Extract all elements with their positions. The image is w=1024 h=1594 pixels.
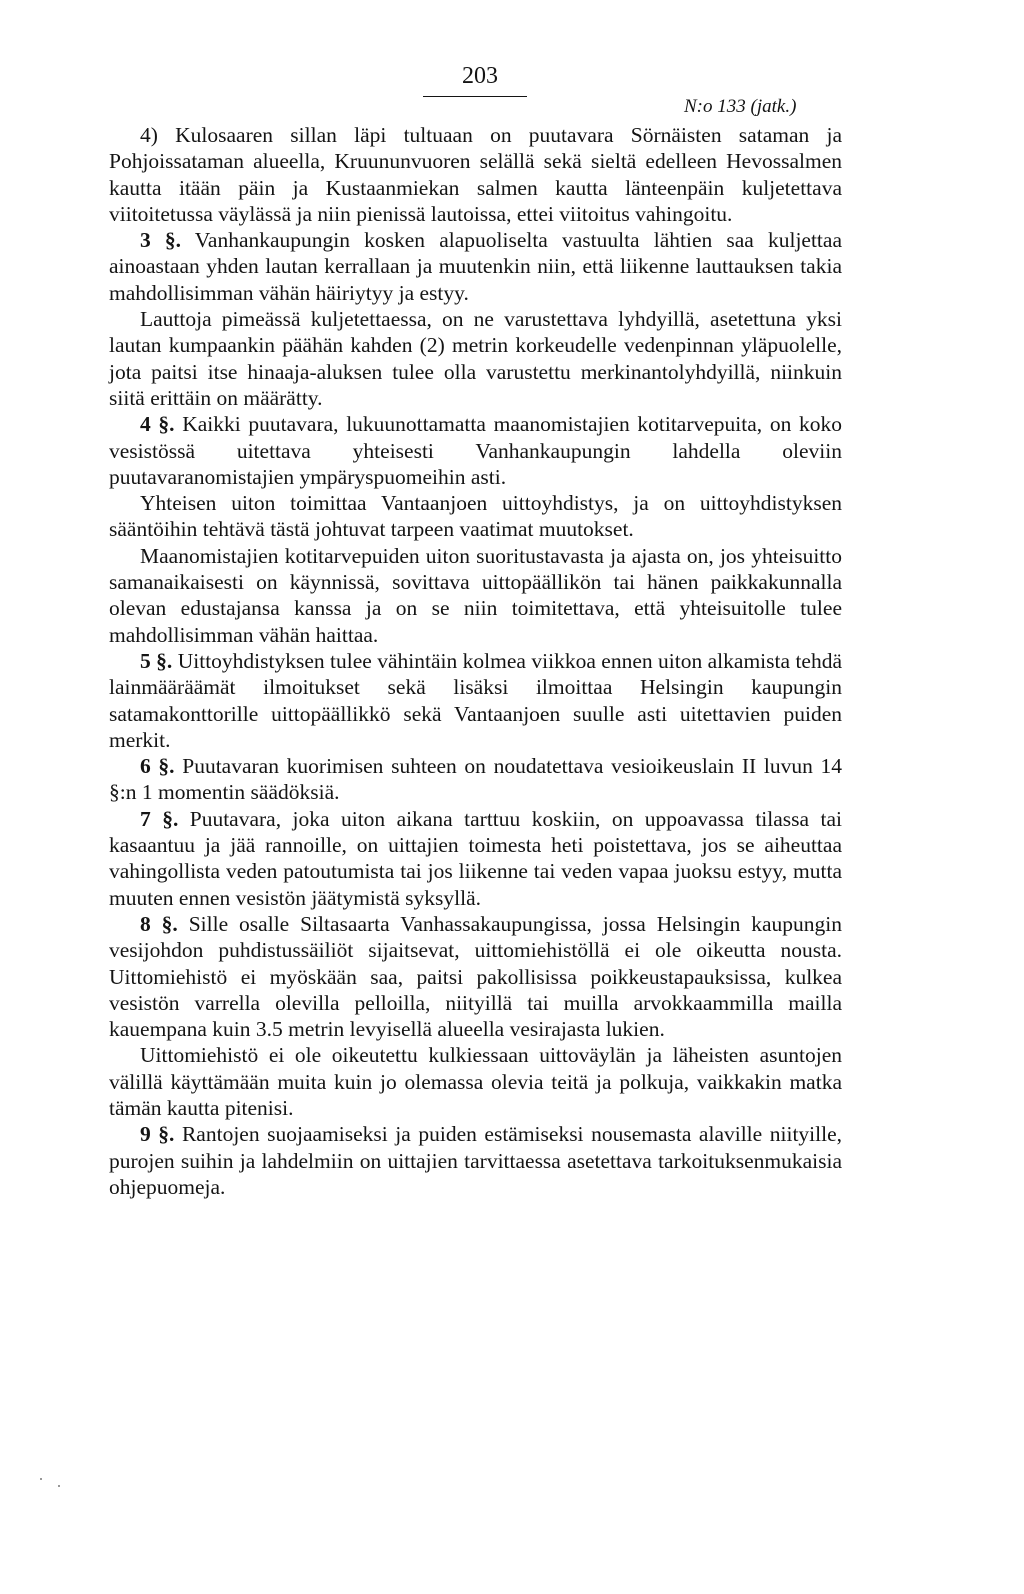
paragraph-text: Yhteisen uiton toimittaa Vantaanjoen uittoyhdistys, ja on uittoyhdistyksen sääntöihin tehtävä tästä johtuvat tarpeen vaatimat muutokset. bbox=[109, 491, 842, 542]
paragraph-text: 4) Kulosaaren sillan läpi tultuaan on puutavara Sörnäisten sataman ja Pohjoissataman alueella, Kruununvuoren selällä sekä sieltä edelleen Hevossalmen kautta itään päin ja Kustaanmiekan salmen kautta länteenpäin kuljetettava viitoitetussa väylässä ja niin pienissä lautoissa, ettei viitoitus vahingoitu. bbox=[109, 123, 842, 226]
paragraph-text: Puutavara, joka uiton aikana tarttuu koskiin, on uppoavassa tilassa tai kasaantuu ja jää rannoille, on uittajien toimesta heti poistettava, jos se aiheuttaa vahingollista veden patoutumista tai jos liikenne tai veden vapaa juoksu estyy, mutta muuten ennen vesistön jäätymistä syksyllä. bbox=[109, 806, 842, 910]
page-number: 203 bbox=[462, 63, 498, 89]
header-rule bbox=[423, 96, 527, 97]
paragraph-section-8 bbox=[109, 911, 842, 1042]
paragraph-text: Rantojen suojaamiseksi ja puiden estämiseksi nousemasta alaville niityille, purojen suihin ja lahdelmiin on uittajien tarvittaessa asetettava tarkoituksenmukaisia ohjepuomeja. bbox=[109, 1122, 842, 1199]
section-number: 5 §. bbox=[140, 648, 173, 673]
paragraph bbox=[109, 122, 842, 227]
scan-speck bbox=[40, 1478, 42, 1480]
paragraph-text: Vanhankaupungin kosken alapuoliselta vastuulta lähtien saa kuljettaa ainoastaan yhden lautan kerrallaan ja muutenkin niin, että liikenne lauttauksen takia mahdollisimman vähän häiriytyy ja estyy. bbox=[109, 228, 842, 305]
paragraph-text: Kaikki puutavara, lukuunottamatta maanomistajien kotitarvepuita, on koko vesistössä uitettava yhteisesti Vanhankaupungin lahdella oleviin puutavaranomistajien ympäryspuomeihin asti. bbox=[109, 412, 843, 489]
paragraph-text: Uittomiehistö ei ole oikeutettu kulkiessaan uittoväylän ja läheisten asuntojen välillä käyttämään muita kuin jo olemassa olevia teitä ja polkuja, vaikkakin matka tämän kautta pitenisi. bbox=[109, 1043, 842, 1120]
paragraph bbox=[109, 543, 842, 648]
paragraph-section-3 bbox=[109, 227, 842, 306]
running-head: N:o 133 (jatk.) bbox=[684, 96, 797, 117]
paragraph-text: Maanomistajien kotitarvepuiden uiton suoritustavasta ja ajasta on, jos yhteisuitto samanaikaisesti on käynnissä, sovittava uittopäällikön tai hänen paikkakunnalla olevan edustajansa kanssa ja on se niin toimitettava, että yhteisuitolle tulee mahdollisimman vähän haittaa. bbox=[109, 543, 842, 647]
paragraph-section-4 bbox=[109, 411, 842, 490]
body-text bbox=[109, 122, 842, 1200]
section-number: 3 §. bbox=[140, 228, 182, 253]
section-number: 4 §. bbox=[140, 412, 175, 437]
section-number: 6 §. bbox=[140, 754, 175, 779]
paragraph bbox=[109, 490, 842, 543]
paragraph bbox=[109, 1042, 842, 1121]
paragraph-section-7 bbox=[109, 806, 842, 911]
paragraph-section-9 bbox=[109, 1121, 842, 1200]
section-number: 8 §. bbox=[140, 911, 178, 936]
section-number: 9 §. bbox=[140, 1122, 175, 1147]
paragraph-text: Sille osalle Siltasaarta Vanhassakaupungissa, jossa Helsingin kaupungin vesijohdon puhdistussäiliöt sijaitsevat, uittomiehistöllä ei ole oikeutta nousta. Uittomiehistö ei myöskään saa, paitsi pakollisissa poikkeustapauksissa, kulkea vesistön varrella olevilla pelloilla, niityillä tai muilla arvokkaammilla mailla kauempana kuin 3.5 metrin levyisellä alueella vesirajasta lukien. bbox=[109, 911, 843, 1042]
paragraph bbox=[109, 306, 842, 411]
paragraph-text: Lauttoja pimeässä kuljetettaessa, on ne varustettava lyhdyillä, asetettuna yksi lautan kumpaankin päähän kahden (2) metrin korkeudelle vedenpinnan yläpuolelle, jota paitsi itse hinaaja-aluksen tulee olla varustettu merkinantolyhdyillä, niinkuin siitä erittäin on määrätty. bbox=[109, 307, 842, 410]
paragraph-section-6 bbox=[109, 753, 842, 806]
scan-speck bbox=[58, 1485, 60, 1487]
section-number: 7 §. bbox=[140, 806, 179, 831]
paragraph-text: Puutavaran kuorimisen suhteen on noudatettava vesioikeuslain II luvun 14 §:n 1 momentin säädöksiä. bbox=[109, 754, 842, 805]
paragraph-section-5 bbox=[109, 648, 842, 753]
paragraph-text: Uittoyhdistyksen tulee vähintäin kolmea viikkoa ennen uiton alkamista tehdä lainmääräämät ilmoitukset sekä lisäksi ilmoittaa Helsingin kaupungin satamakonttorille uittopäällikkö sekä Vantaanjoen suulle asti uitettavien puiden merkit. bbox=[109, 648, 843, 752]
